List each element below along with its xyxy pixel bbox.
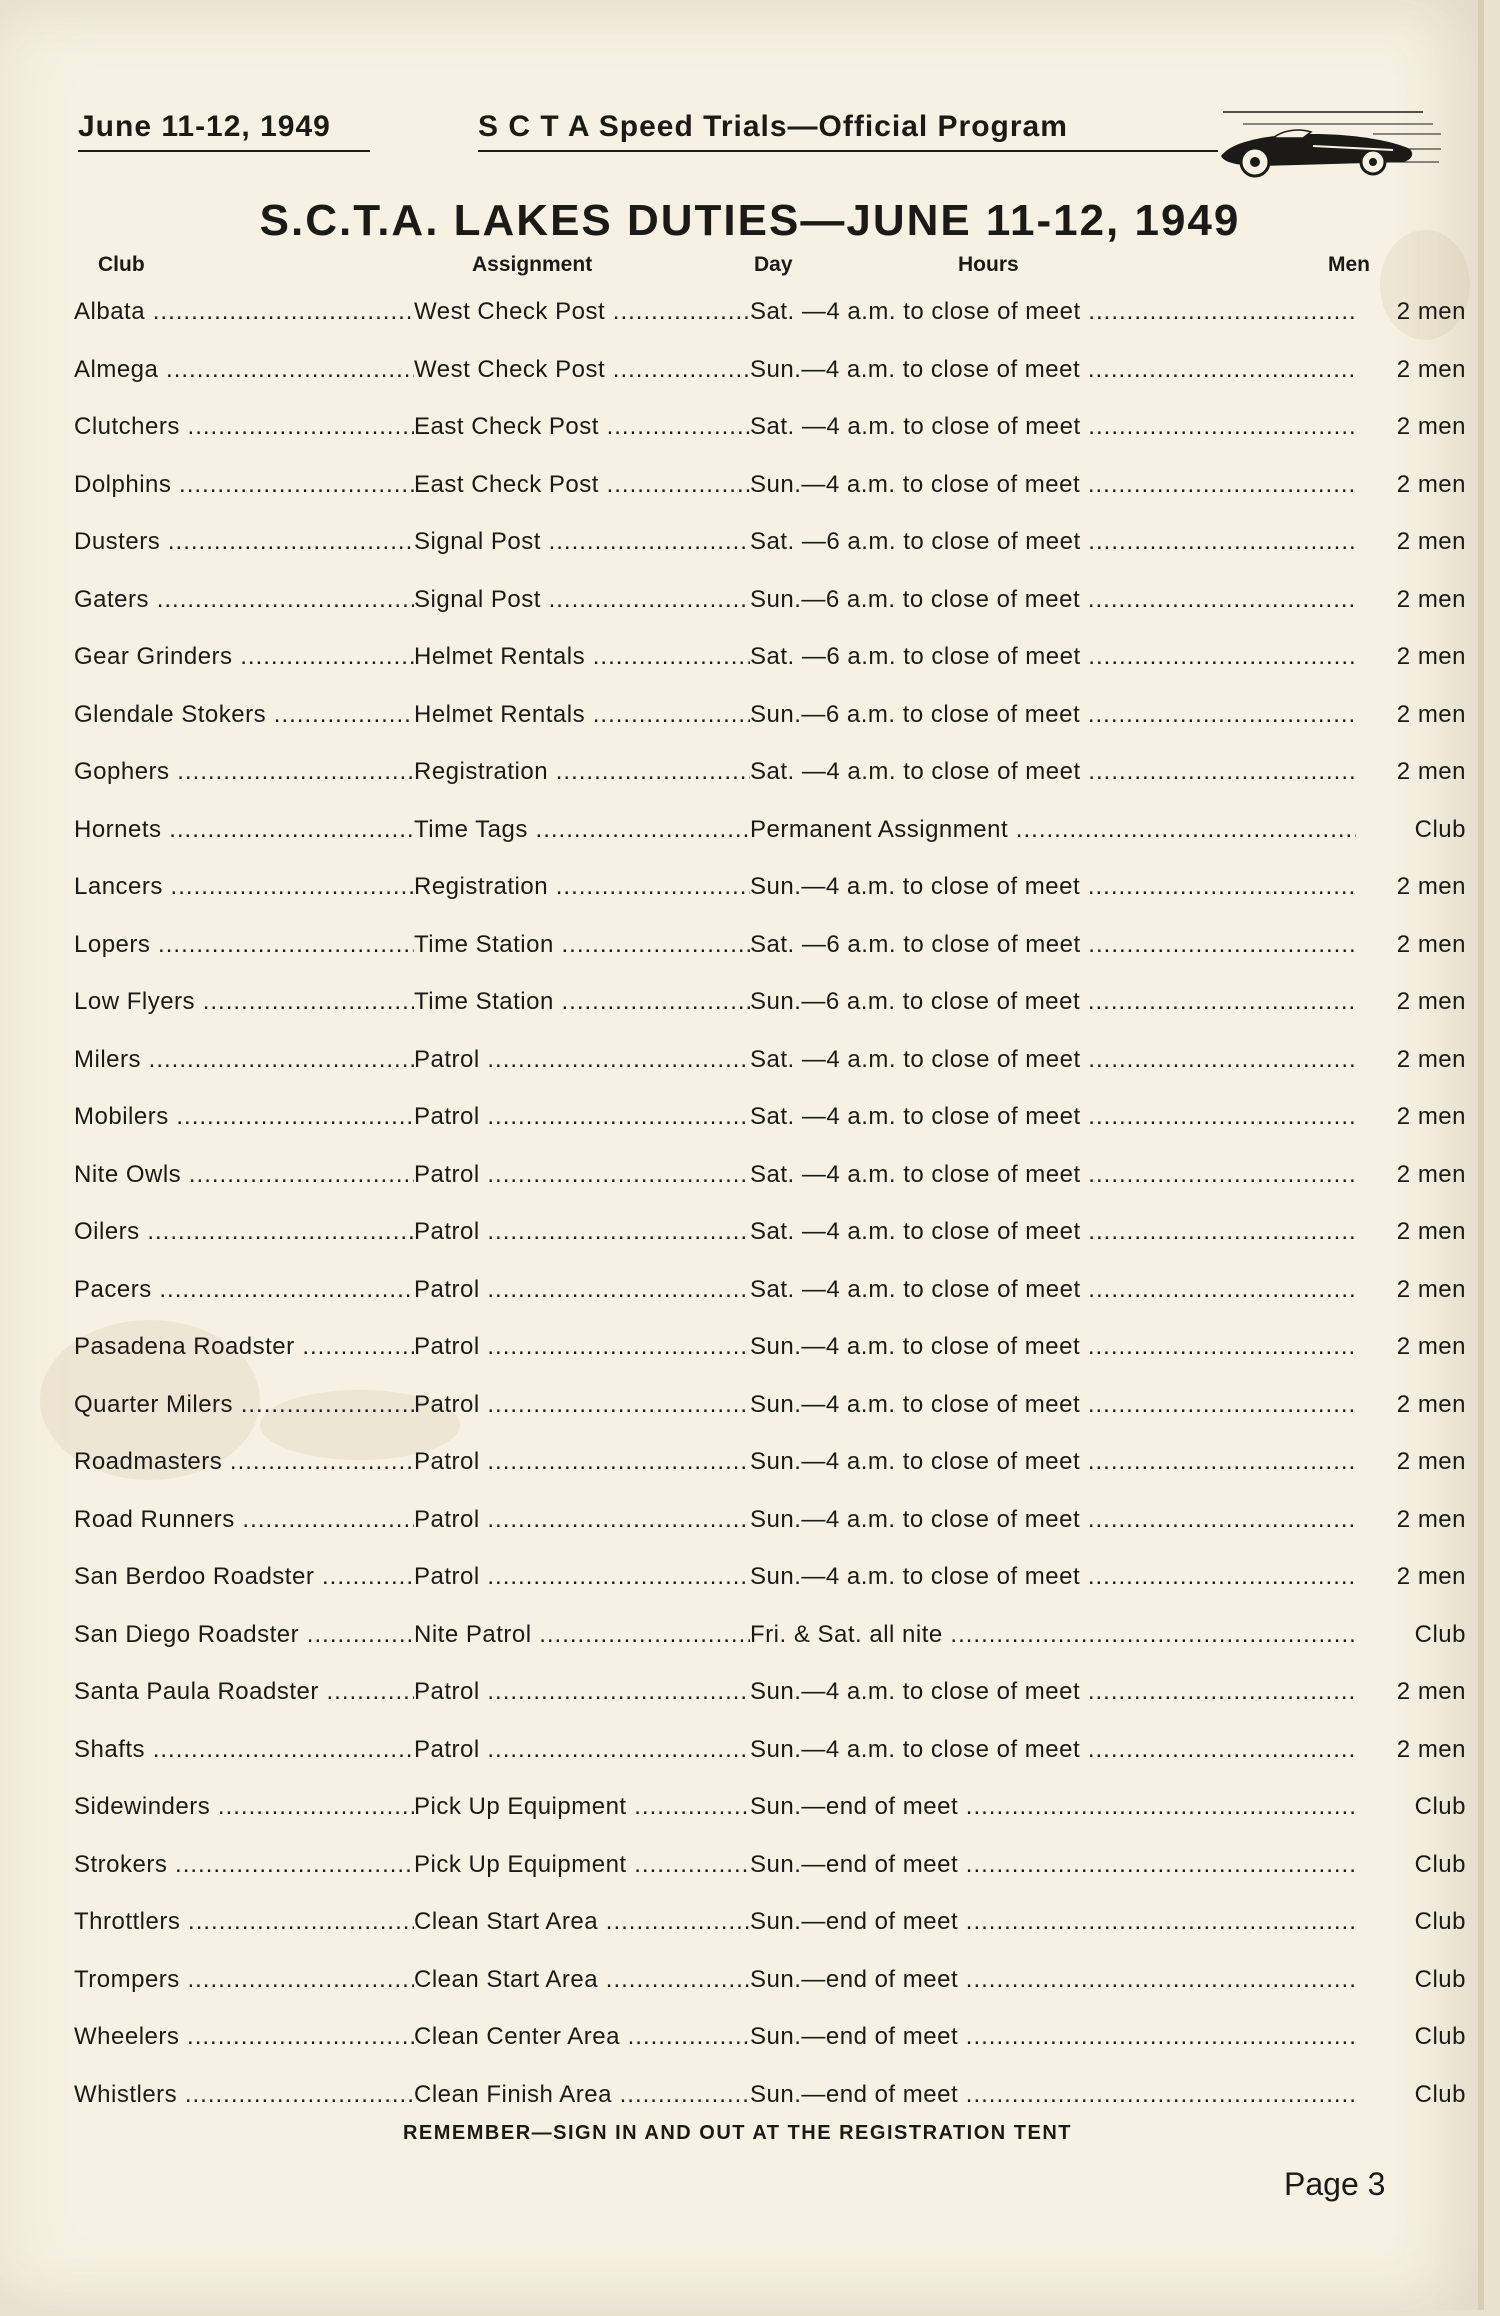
assignment-cell: Patrol .....	[414, 1383, 750, 1427]
men-cell: 2 men	[1396, 1678, 1466, 1705]
men-cell: 2 men	[1396, 1505, 1466, 1533]
assignment-cell: Clean Center Area .....	[414, 2015, 750, 2059]
club-cell: Albata .....	[74, 290, 414, 334]
assignment-cell: Pick Up Equipment .....	[414, 1785, 750, 1829]
column-header-men: Men	[1328, 253, 1370, 276]
men-cell: Club	[1414, 815, 1466, 843]
men-cell: 2 men	[1396, 1333, 1466, 1360]
assignment-cell: Helmet Rentals .....	[414, 635, 750, 679]
assignment-cell: Signal Post .....	[414, 578, 750, 622]
column-header-assignment: Assignment	[472, 253, 593, 276]
assignment-cell: Time Station .....	[414, 923, 750, 967]
men-cell: 2 men	[1396, 643, 1466, 670]
assignment-cell: Patrol .....	[414, 1555, 750, 1599]
club-cell: Lancers .....	[74, 865, 414, 909]
men-cell: 2 men	[1396, 585, 1466, 613]
table-row	[74, 405, 1466, 463]
club-cell: Clutchers .....	[74, 405, 414, 449]
club-cell: Throttlers .....	[74, 1900, 414, 1944]
header-date: June 11-12, 1949	[78, 110, 370, 152]
assignment-cell: Patrol .....	[414, 1210, 750, 1254]
assignment-cell: Patrol .....	[414, 1498, 750, 1542]
assignment-cell: East Check Post .....	[414, 405, 750, 449]
club-cell: Gear Grinders .....	[74, 635, 414, 679]
day-hours-cell: Sun.—6 a.m. to close of meet .....	[750, 693, 1356, 737]
assignment-cell: Helmet Rentals .....	[414, 693, 750, 737]
assignment-cell: Time Tags .....	[414, 808, 750, 852]
day-hours-cell: Fri. & Sat. all nite .....	[750, 1613, 1356, 1657]
club-cell: Nite Owls .....	[74, 1153, 414, 1197]
table-row	[74, 520, 1466, 578]
club-cell: Dolphins .....	[74, 463, 414, 507]
men-cell: 2 men	[1396, 988, 1466, 1015]
day-hours-cell: Sun.—4 a.m. to close of meet .....	[750, 348, 1356, 392]
assignment-cell: Registration .....	[414, 750, 750, 794]
men-cell: 2 men	[1396, 1735, 1466, 1763]
assignment-cell: Time Station .....	[414, 980, 750, 1024]
column-header-club: Club	[98, 253, 145, 276]
table-row	[74, 635, 1466, 693]
assignment-cell: Patrol .....	[414, 1325, 750, 1369]
day-hours-cell: Sat. —4 a.m. to close of meet .....	[750, 1210, 1356, 1254]
club-cell: Trompers .....	[74, 1958, 414, 2002]
day-hours-cell: Sun.—4 a.m. to close of meet .....	[750, 1670, 1356, 1714]
day-hours-cell: Sat. —6 a.m. to close of meet .....	[750, 635, 1356, 679]
men-cell: Club	[1414, 1908, 1466, 1935]
table-row	[74, 1498, 1466, 1556]
day-hours-cell: Sat. —4 a.m. to close of meet .....	[750, 290, 1356, 334]
men-cell: 2 men	[1396, 470, 1466, 498]
assignment-cell: Patrol .....	[414, 1153, 750, 1197]
assignment-cell: West Check Post .....	[414, 348, 750, 392]
day-hours-cell: Permanent Assignment .....	[750, 808, 1356, 852]
day-hours-cell: Sat. —4 a.m. to close of meet .....	[750, 1153, 1356, 1197]
table-row	[74, 1728, 1466, 1786]
remember-note: REMEMBER—SIGN IN AND OUT AT THE REGISTRATION TENT	[402, 2122, 1073, 2144]
club-cell: Wheelers .....	[74, 2015, 414, 2059]
club-cell: Whistlers .....	[74, 2073, 414, 2117]
men-cell: Club	[1414, 1620, 1466, 1648]
club-cell: San Diego Roadster .....	[74, 1613, 414, 1657]
table-row	[74, 980, 1466, 1038]
club-cell: Dusters .....	[74, 520, 414, 564]
table-row	[74, 1153, 1466, 1211]
day-hours-cell: Sun.—end of meet .....	[750, 2073, 1356, 2117]
club-cell: Sidewinders .....	[74, 1785, 414, 1829]
club-cell: Mobilers .....	[74, 1095, 414, 1139]
day-hours-cell: Sat. —4 a.m. to close of meet .....	[750, 1038, 1356, 1082]
table-row	[74, 2015, 1466, 2073]
table-row	[74, 463, 1466, 521]
day-hours-cell: Sun.—end of meet .....	[750, 1785, 1356, 1829]
assignment-cell: Signal Post .....	[414, 520, 750, 564]
day-hours-cell: Sun.—6 a.m. to close of meet .....	[750, 578, 1356, 622]
club-cell: Milers .....	[74, 1038, 414, 1082]
assignment-cell: Patrol .....	[414, 1038, 750, 1082]
men-cell: 2 men	[1396, 700, 1466, 728]
club-cell: Shafts .....	[74, 1728, 414, 1772]
day-hours-cell: Sun.—end of meet .....	[750, 1900, 1356, 1944]
table-row	[74, 1325, 1466, 1383]
men-cell: Club	[1414, 1850, 1466, 1878]
club-cell: Hornets .....	[74, 808, 414, 852]
table-row	[74, 693, 1466, 751]
table-row	[74, 1670, 1466, 1728]
club-cell: Pacers .....	[74, 1268, 414, 1312]
club-cell: Road Runners .....	[74, 1498, 414, 1542]
table-row	[74, 1268, 1466, 1326]
club-cell: Roadmasters .....	[74, 1440, 414, 1484]
day-hours-cell: Sun.—4 a.m. to close of meet .....	[750, 1383, 1356, 1427]
day-hours-cell: Sun.—4 a.m. to close of meet .....	[750, 1440, 1356, 1484]
day-hours-cell: Sun.—4 a.m. to close of meet .....	[750, 865, 1356, 909]
table-row	[74, 808, 1466, 866]
day-hours-cell: Sat. —4 a.m. to close of meet .....	[750, 1268, 1356, 1312]
table-row	[74, 923, 1466, 981]
table-row	[74, 1383, 1466, 1441]
assignment-cell: Clean Start Area .....	[414, 1900, 750, 1944]
table-row	[74, 1555, 1466, 1613]
table-row	[74, 1785, 1466, 1843]
table-row	[74, 348, 1466, 406]
table-row	[74, 1900, 1466, 1958]
day-hours-cell: Sat. —4 a.m. to close of meet .....	[750, 1095, 1356, 1139]
day-hours-cell: Sun.—6 a.m. to close of meet .....	[750, 980, 1356, 1024]
assignment-cell: Nite Patrol .....	[414, 1613, 750, 1657]
table-row	[74, 1958, 1466, 2016]
club-cell: Glendale Stokers .....	[74, 693, 414, 737]
assignment-cell: Patrol .....	[414, 1440, 750, 1484]
table-row	[74, 750, 1466, 808]
assignment-cell: West Check Post .....	[414, 290, 750, 334]
table-row	[74, 1440, 1466, 1498]
column-header-hours: Hours	[958, 253, 1019, 276]
men-cell: 2 men	[1396, 1275, 1466, 1303]
page-title: S.C.T.A. LAKES DUTIES—JUNE 11-12, 1949	[259, 196, 1241, 245]
club-cell: Gaters .....	[74, 578, 414, 622]
duties-table	[74, 290, 1466, 2130]
table-row	[74, 578, 1466, 636]
day-hours-cell: Sun.—4 a.m. to close of meet .....	[750, 1498, 1356, 1542]
table-row	[74, 290, 1466, 348]
club-cell: Lopers .....	[74, 923, 414, 967]
men-cell: 2 men	[1396, 1103, 1466, 1130]
club-cell: Low Flyers .....	[74, 980, 414, 1024]
table-row	[74, 1095, 1466, 1153]
men-cell: Club	[1414, 2080, 1466, 2108]
day-hours-cell: Sat. —4 a.m. to close of meet .....	[750, 750, 1356, 794]
assignment-cell: Patrol .....	[414, 1095, 750, 1139]
day-hours-cell: Sun.—4 a.m. to close of meet .....	[750, 1728, 1356, 1772]
men-cell: 2 men	[1396, 355, 1466, 383]
club-cell: Pasadena Roadster .....	[74, 1325, 414, 1369]
page-number: Page 3	[1284, 2166, 1386, 2202]
men-cell: 2 men	[1396, 1045, 1466, 1073]
men-cell: 2 men	[1396, 1390, 1466, 1418]
men-cell: Club	[1414, 1965, 1466, 1993]
day-hours-cell: Sat. —6 a.m. to close of meet .....	[750, 923, 1356, 967]
men-cell: 2 men	[1396, 1448, 1466, 1475]
assignment-cell: East Check Post .....	[414, 463, 750, 507]
club-cell: San Berdoo Roadster .....	[74, 1555, 414, 1599]
club-cell: Santa Paula Roadster .....	[74, 1670, 414, 1714]
assignment-cell: Clean Finish Area .....	[414, 2073, 750, 2117]
table-row	[74, 1210, 1466, 1268]
table-row	[74, 865, 1466, 923]
assignment-cell: Patrol .....	[414, 1268, 750, 1312]
day-hours-cell: Sun.—end of meet .....	[750, 2015, 1356, 2059]
club-cell: Oilers .....	[74, 1210, 414, 1254]
race-car-logo-icon	[1203, 104, 1443, 194]
day-hours-cell: Sat. —6 a.m. to close of meet .....	[750, 520, 1356, 564]
table-row	[74, 1843, 1466, 1901]
club-cell: Almega .....	[74, 348, 414, 392]
men-cell: Club	[1414, 1793, 1466, 1820]
table-row	[74, 1038, 1466, 1096]
day-hours-cell: Sat. —4 a.m. to close of meet .....	[750, 405, 1356, 449]
assignment-cell: Pick Up Equipment .....	[414, 1843, 750, 1887]
assignment-cell: Clean Start Area .....	[414, 1958, 750, 2002]
header-program-title: S C T A Speed Trials—Official Program	[478, 110, 1218, 152]
assignment-cell: Registration .....	[414, 865, 750, 909]
club-cell: Gophers .....	[74, 750, 414, 794]
table-row	[74, 1613, 1466, 1671]
page-header	[78, 104, 1383, 174]
day-hours-cell: Sun.—4 a.m. to close of meet .....	[750, 463, 1356, 507]
club-cell: Quarter Milers .....	[74, 1383, 414, 1427]
day-hours-cell: Sun.—4 a.m. to close of meet .....	[750, 1325, 1356, 1369]
men-cell: 2 men	[1396, 930, 1466, 958]
men-cell: 2 men	[1396, 873, 1466, 900]
men-cell: 2 men	[1396, 1160, 1466, 1188]
day-hours-cell: Sun.—end of meet .....	[750, 1958, 1356, 2002]
assignment-cell: Patrol .....	[414, 1728, 750, 1772]
men-cell: 2 men	[1396, 1218, 1466, 1245]
day-hours-cell: Sun.—end of meet .....	[750, 1843, 1356, 1887]
men-cell: 2 men	[1396, 413, 1466, 440]
column-header-day: Day	[754, 253, 793, 276]
assignment-cell: Patrol .....	[414, 1670, 750, 1714]
club-cell: Strokers .....	[74, 1843, 414, 1887]
men-cell: 2 men	[1396, 1563, 1466, 1590]
men-cell: 2 men	[1396, 528, 1466, 555]
men-cell: 2 men	[1396, 298, 1466, 325]
men-cell: 2 men	[1396, 758, 1466, 785]
day-hours-cell: Sun.—4 a.m. to close of meet .....	[750, 1555, 1356, 1599]
men-cell: Club	[1414, 2023, 1466, 2050]
